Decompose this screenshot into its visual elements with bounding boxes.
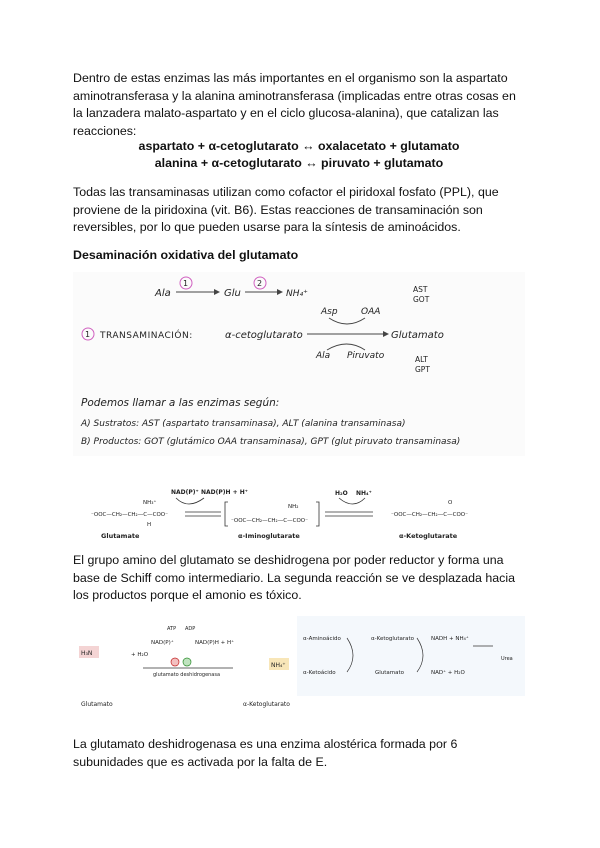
- flow-mid: Glu: [224, 288, 241, 299]
- cycle-keto-acid: α-Ketoácido: [303, 670, 336, 676]
- scheme-nh2: NH₂: [288, 504, 299, 510]
- cycle-nadh: NADH + NH₄⁺: [431, 636, 469, 642]
- scheme-svg: [73, 482, 525, 552]
- flow-start: Ala: [155, 288, 171, 299]
- scheme-water-curve: [339, 498, 365, 504]
- schiff-paragraph: El grupo amino del glutamato se deshidrogena por poder reductor y forma una base de Schiff como intermediario. La segunda reacción se ve desplazada hacia los productos porque el amonio es tóxico.: [73, 553, 515, 603]
- gdh-cof-b: NAD(P)H + H⁺: [195, 640, 234, 646]
- handwritten-notes-figure: [73, 272, 525, 456]
- cycle-figure: [297, 616, 525, 696]
- oaa-label: OAA: [361, 307, 381, 317]
- scheme-bracket-left: [225, 502, 228, 526]
- gdh-nh4: NH₄⁺: [271, 662, 286, 669]
- section-heading: Desaminación oxidativa del glutamato: [73, 248, 299, 262]
- scheme-keto-chain: ⁻OOC—CH₂—CH₂—C—COO⁻: [391, 512, 469, 518]
- enzyme-alt: ALT: [415, 355, 428, 364]
- scheme-imino-chain: ⁻OOC—CH₂—CH₂—C—COO⁻: [231, 518, 309, 524]
- scheme-glutamate-chain: ⁻OOC—CH₂—CH₂—C—COO⁻: [91, 512, 169, 518]
- scheme-label-glutamate: Glutamate: [101, 532, 140, 540]
- scheme-o: O: [448, 500, 453, 506]
- enzyme-ast: AST: [413, 285, 428, 294]
- gdh-atp: ATP: [167, 626, 177, 632]
- gdh-keto: α-Ketoglutarato: [243, 701, 290, 708]
- scheme-label-imino: α-Iminoglutarate: [238, 532, 300, 540]
- reaction-aspartate: aspartato + α-cetoglutarato ↔ oxalacetato + glutamato: [138, 139, 460, 153]
- naming-sustratos: A) Sustratos: AST (aspartato transaminasa), ALT (alanina transaminasa): [81, 419, 406, 429]
- scheme-water: H₂O: [335, 490, 348, 497]
- cycle-amino: α-Aminoácido: [303, 636, 341, 642]
- naming-productos: B) Productos: GOT (glutámico OAA transaminasa), GPT (glut piruvato transaminasa): [81, 437, 461, 447]
- asp-label: Asp: [321, 307, 338, 317]
- cycle-glut: Glutamato: [375, 670, 405, 676]
- gdh-adp: ADP: [185, 626, 196, 632]
- scheme-bracket-right: [316, 502, 319, 526]
- cycle-urea: Urea: [501, 656, 513, 662]
- scheme-label-keto: α-Ketoglutarate: [399, 532, 458, 540]
- flow-arrowhead-2: [277, 289, 283, 295]
- substrate: α-cetoglutarato: [225, 330, 303, 341]
- reaction-alanine: alanina + α-cetoglutarato ↔ piruvato + glutamato: [154, 156, 444, 170]
- gdh-paragraph: La glutamato deshidrogenasa es una enzima alostérica formada por 6 subunidades que es activada por la falta de E.: [73, 737, 458, 769]
- gdh-figure: [73, 616, 293, 712]
- piruvato-label: Piruvato: [347, 351, 385, 361]
- cycle-svg: [297, 616, 525, 696]
- gdh-cof-a: NAD(P)⁺: [151, 640, 174, 646]
- asp-curve: [329, 318, 365, 324]
- transamination-label: TRANSAMINACIÓN:: [100, 331, 193, 341]
- cycle-bg: [297, 616, 525, 696]
- scheme-ammonium: NH₄⁺: [356, 490, 372, 497]
- cycle-ktg: α-Ketoglutarato: [371, 636, 415, 642]
- scheme-nh3: NH₃⁺: [143, 500, 157, 506]
- gdh-activate-icon: [183, 658, 191, 666]
- step2-number: 2: [257, 279, 263, 288]
- scheme-cof1: NAD(P)⁺: [171, 489, 199, 496]
- scheme-h: H: [147, 522, 152, 528]
- gdh-enzyme: glutamato deshidrogenasa: [153, 672, 221, 678]
- glutamate-scheme-figure: [73, 482, 525, 552]
- naming-title: Podemos llamar a las enzimas según:: [81, 397, 280, 409]
- gdh-glutamate: Glutamato: [81, 701, 113, 708]
- cycle-nad: NAD⁺ + H₂O: [431, 670, 465, 676]
- cofactor-paragraph: Todas las transaminasas utilizan como cofactor el piridoxal fosfato (PPL), que proviene de la piridoxina (vit. B6). Estas reacciones de transaminación son reversibles, por lo que pueden usarse para la síntesis de aminoácidos.: [73, 185, 499, 235]
- ala-label: Ala: [316, 351, 331, 361]
- scheme-cof2: NAD(P)H + H⁺: [201, 489, 248, 496]
- gdh-inhibit-icon: [171, 658, 179, 666]
- gdh-svg: [73, 616, 293, 712]
- enzyme-gpt: GPT: [415, 365, 430, 374]
- gdh-water: + H₂O: [131, 652, 149, 658]
- flow-end: NH₄⁺: [286, 289, 308, 299]
- scheme-cof-curve: [176, 498, 204, 504]
- flow-arrowhead-1: [214, 289, 220, 295]
- enzyme-got: GOT: [413, 295, 430, 304]
- step1-number: 1: [183, 279, 189, 288]
- gdh-h2n: H₃N: [81, 650, 93, 657]
- intro-paragraph: Dentro de estas enzimas las más importantes en el organismo son la aspartato aminotransferasa y la alanina aminotransferasa (implicadas entre otras cosas en la lanzadera malato-aspartato y en el ciclo glucosa-alanina), que catalizan las reacciones:: [73, 71, 516, 138]
- transamination-arrowhead: [383, 331, 389, 337]
- product: Glutamato: [391, 330, 444, 341]
- notes-svg: [73, 272, 525, 456]
- ala-curve: [327, 344, 365, 350]
- step1-number-b: 1: [85, 330, 91, 339]
